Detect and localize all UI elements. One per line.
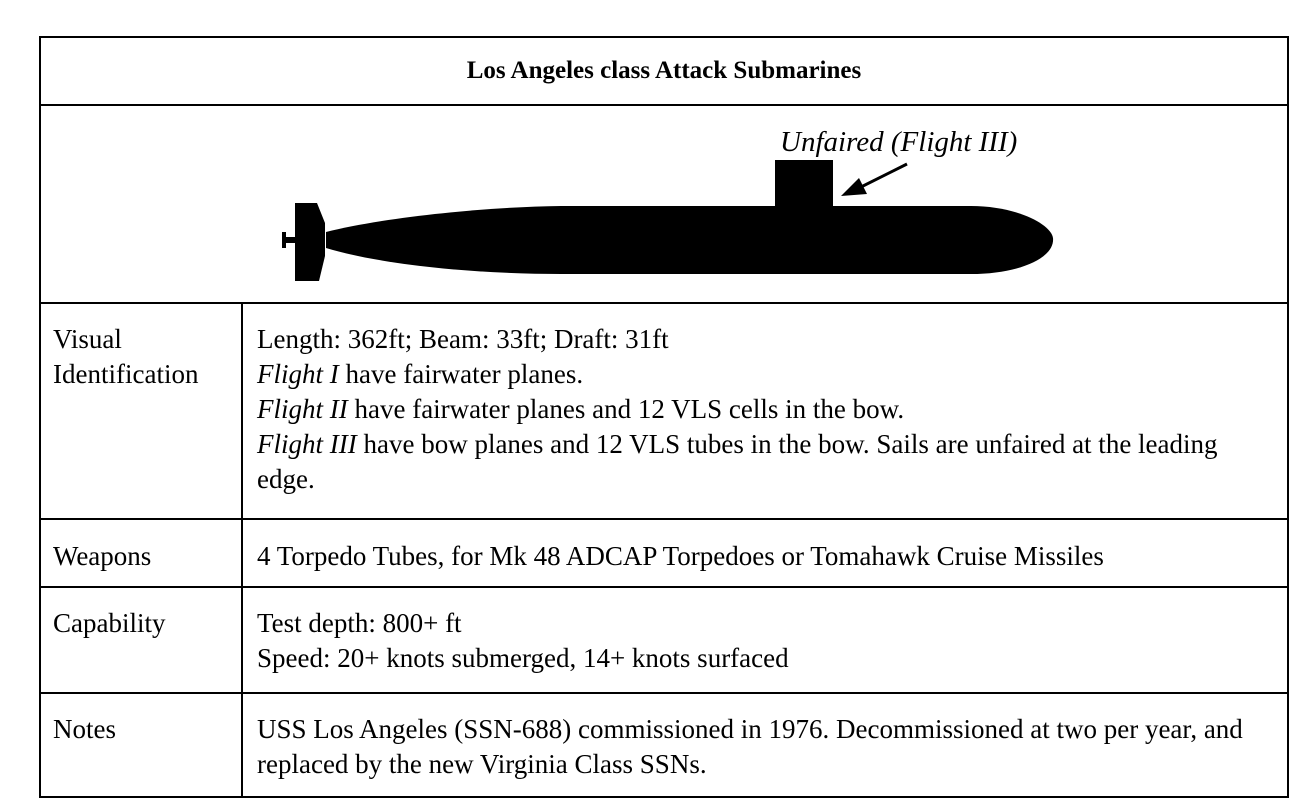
spec-line bbox=[257, 392, 1275, 427]
spec-line bbox=[257, 427, 1275, 497]
row-capability bbox=[41, 588, 1287, 694]
row-value: USS Los Angeles (SSN-688) commissioned in 1976. Decommissioned at two per year, and replaced by the new Virginia Class SSNs. bbox=[257, 714, 1243, 780]
row-label: Weapons bbox=[41, 520, 243, 586]
flight-name: Flight II bbox=[257, 394, 348, 425]
submarine-hull bbox=[326, 206, 1053, 274]
row-value: 4 Torpedo Tubes, for Mk 48 ADCAP Torpedoes or Tomahawk Cruise Missiles bbox=[257, 541, 1104, 571]
flight-description: have bow planes and 12 VLS tubes in the bow. Sails are unfaired at the leading edge. bbox=[257, 429, 1218, 495]
spec-line: Speed: 20+ knots submerged, 14+ knots surfaced bbox=[257, 643, 789, 674]
flight-description: have fairwater planes and 12 VLS cells in the bow. bbox=[347, 394, 905, 425]
submarine-silhouette bbox=[41, 106, 1287, 302]
card-title: Los Angeles class Attack Submarines bbox=[41, 38, 1287, 106]
spec-line: Test depth: 800+ ft bbox=[257, 608, 462, 638]
arrow-icon bbox=[841, 164, 907, 196]
row-value bbox=[243, 588, 1287, 692]
spec-line: Length: 362ft; Beam: 33ft; Draft: 31ft bbox=[257, 324, 669, 354]
flight-name: Flight I bbox=[257, 359, 339, 390]
submarine-propeller-shaft bbox=[285, 237, 297, 243]
row-notes bbox=[41, 694, 1287, 796]
row-label: Notes bbox=[41, 694, 243, 796]
sail-callout-label: Unfaired (Flight III) bbox=[780, 126, 1018, 158]
row-value bbox=[243, 304, 1287, 518]
row-label: Capability bbox=[41, 588, 243, 692]
submarine-sail bbox=[775, 160, 833, 208]
illustration-panel bbox=[41, 106, 1287, 304]
flight-description: have fairwater planes. bbox=[338, 359, 584, 390]
submarine-rudder bbox=[295, 203, 325, 281]
row-label: Visual Identification bbox=[41, 304, 243, 518]
spec-line bbox=[257, 357, 1275, 392]
row-weapons bbox=[41, 520, 1287, 588]
spec-card bbox=[39, 36, 1289, 798]
row-visual-identification bbox=[41, 304, 1287, 520]
submarine-propeller bbox=[282, 232, 286, 248]
flight-name: Flight III bbox=[257, 429, 357, 460]
